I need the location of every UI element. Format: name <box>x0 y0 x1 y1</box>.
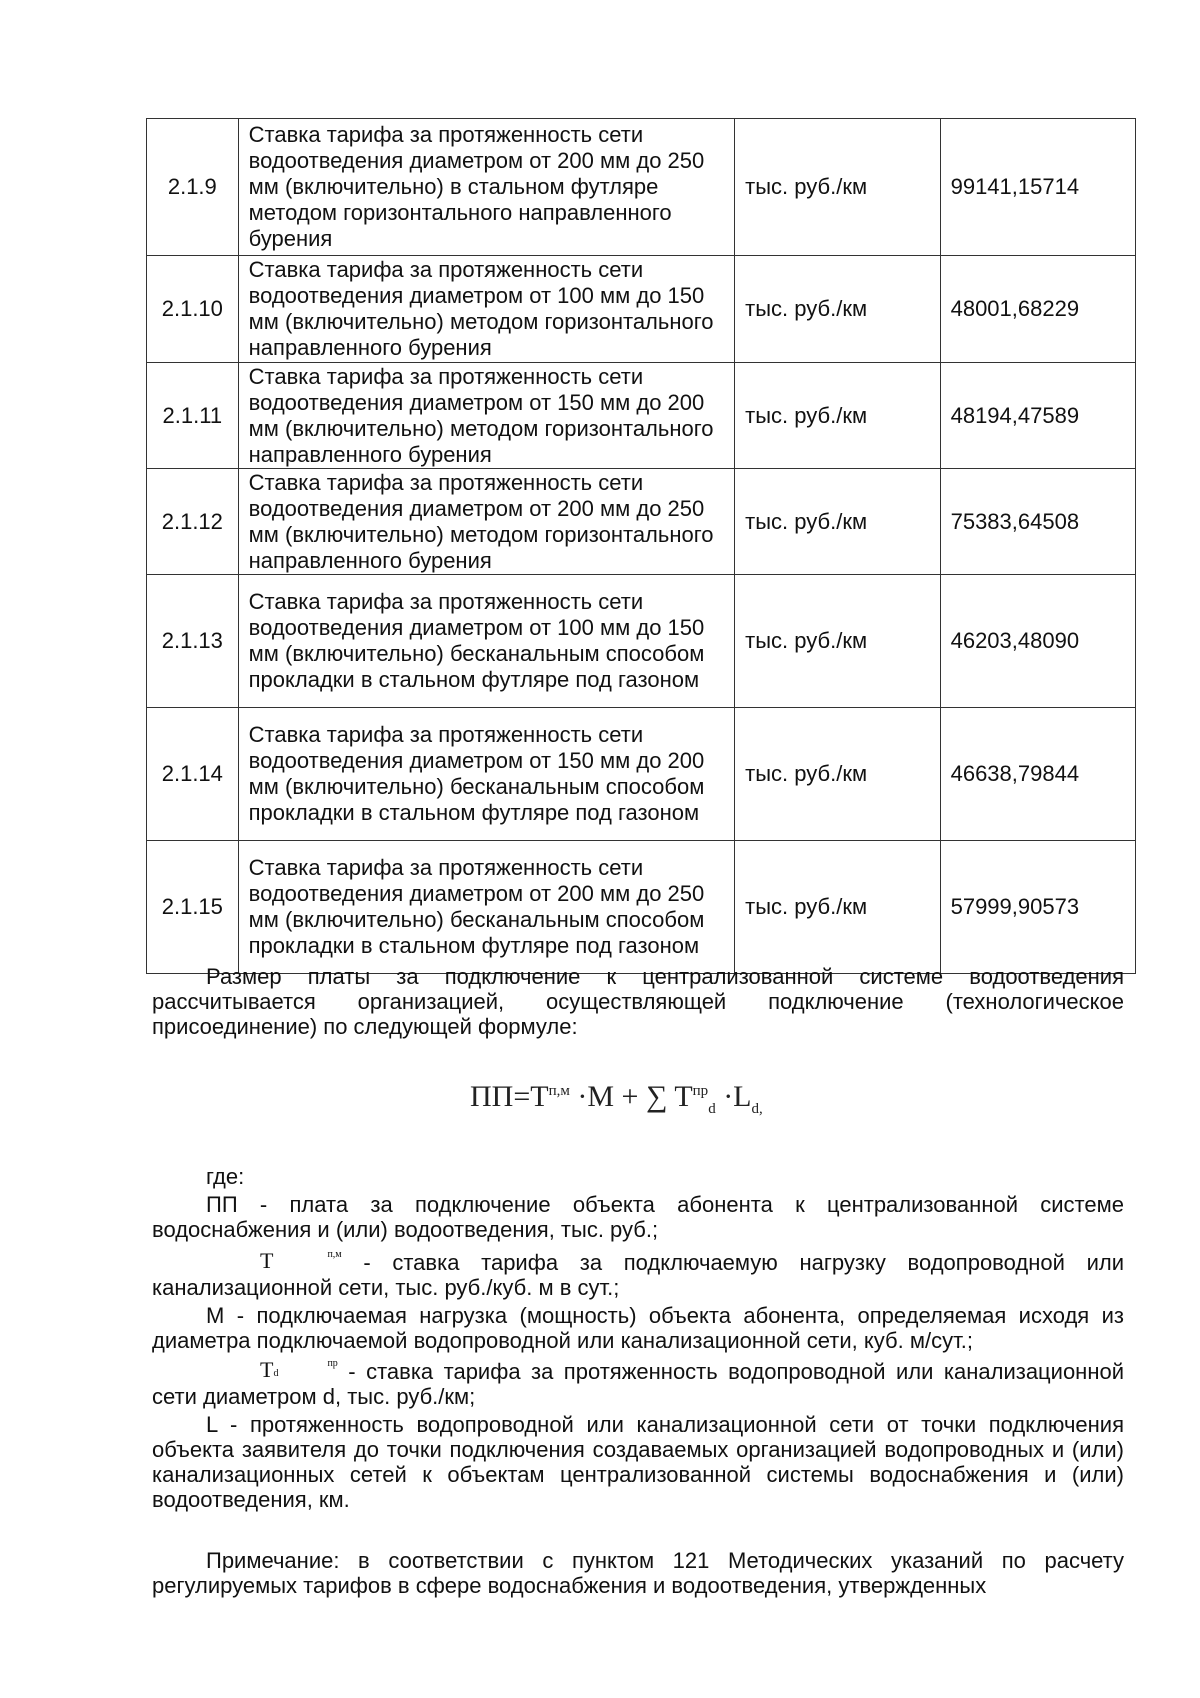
table-row <box>147 256 1136 363</box>
row-number: 2.1.15 <box>147 841 239 974</box>
note-paragraph: Примечание: в соответствии с пунктом 121 Методических указаний по расчету регулируемых тарифов в сфере водоснабжения и водоотведения, утвержденных <box>152 1548 1124 1598</box>
sum-symbol: ∑ <box>645 1080 668 1113</box>
table-row <box>147 363 1136 469</box>
row-unit: тыс. руб./км <box>735 119 940 256</box>
def-m: М - подключаемая нагрузка (мощность) объекта абонента, определяемая исходя из диаметра подключаемой водопроводной или канализационной сети, куб. м/сут.; <box>152 1303 1124 1353</box>
def-pp: ПП - плата за подключение объекта абонента к централизованной системе водоснабжения и (или) водоотведения, тыс. руб.; <box>152 1192 1124 1242</box>
formula-lhs: ПП <box>470 1080 514 1113</box>
formula-mult-l: ·L <box>723 1080 752 1113</box>
row-number: 2.1.11 <box>147 363 239 469</box>
row-value: 75383,64508 <box>940 469 1135 575</box>
def-t-text: - ставка тарифа за подключаемую нагрузку водопроводной или канализационной сети, тыс. руб./куб. м в сут.; <box>152 1250 1124 1300</box>
def-t-sup: п,м <box>327 1249 342 1260</box>
def-td <box>152 1359 1124 1409</box>
table-row <box>147 469 1136 575</box>
formula-t2: T <box>674 1080 693 1113</box>
def-td-sup: пр <box>327 1358 338 1369</box>
def-td-letter: T <box>260 1357 274 1382</box>
row-number: 2.1.13 <box>147 575 239 708</box>
formula-t2-sup: пр <box>692 1083 709 1099</box>
row-value: 46203,48090 <box>940 575 1135 708</box>
row-unit: тыс. руб./км <box>735 363 940 469</box>
formula-l-sub: d <box>751 1101 760 1117</box>
row-unit: тыс. руб./км <box>735 841 940 974</box>
def-td-indices <box>273 1359 337 1379</box>
row-value: 57999,90573 <box>940 841 1135 974</box>
row-description: Ставка тарифа за протяженность сети водоотведения диаметром от 150 мм до 200 мм (включительно) бесканальным способом прокладки в стальном футляре под газоном <box>238 708 735 841</box>
def-l: L - протяженность водопроводной или канализационной сети от точки подключения объекта заявителя до точки подключения создаваемых организацией водопроводных и (или) канализационных сетей к объектам централизованной системы водоснабжения и (или) водоотведения, км. <box>152 1412 1124 1512</box>
row-description: Ставка тарифа за протяженность сети водоотведения диаметром от 200 мм до 250 мм (включительно) бесканальным способом прокладки в стальном футляре под газоном <box>238 841 735 974</box>
def-t <box>152 1250 1124 1300</box>
tariff-table <box>146 118 1136 974</box>
row-unit: тыс. руб./км <box>735 575 940 708</box>
row-description: Ставка тарифа за протяженность сети водоотведения диаметром от 100 мм до 150 мм (включительно) бесканальным способом прокладки в стальном футляре под газоном <box>238 575 735 708</box>
row-unit: тыс. руб./км <box>735 708 940 841</box>
row-description: Ставка тарифа за протяженность сети водоотведения диаметром от 100 мм до 150 мм (включительно) методом горизонтального направленного бурения <box>238 256 735 363</box>
row-number: 2.1.14 <box>147 708 239 841</box>
def-t-letter: T <box>260 1248 274 1273</box>
tariff-table-body <box>147 119 1136 974</box>
row-unit: тыс. руб./км <box>735 256 940 363</box>
row-unit: тыс. руб./км <box>735 469 940 575</box>
table-row <box>147 708 1136 841</box>
formula-t1: T <box>530 1080 549 1113</box>
row-description: Ставка тарифа за протяженность сети водоотведения диаметром от 150 мм до 200 мм (включительно) методом горизонтального направленного бурения <box>238 363 735 469</box>
row-value: 99141,15714 <box>940 119 1135 256</box>
intro-paragraph: Размер платы за подключение к централизованной системе водоотведения рассчитывается организацией, осуществляющей подключение (технологическое присоединение) по следующей формуле: <box>152 964 1124 1039</box>
row-description: Ставка тарифа за протяженность сети водоотведения диаметром от 200 мм до 250 мм (включительно) методом горизонтального направленного бурения <box>238 469 735 575</box>
formula-comma: , <box>759 1101 763 1117</box>
row-value: 48001,68229 <box>940 256 1135 363</box>
row-number: 2.1.9 <box>147 119 239 256</box>
formula-t2-sub: d <box>708 1101 716 1117</box>
row-value: 48194,47589 <box>940 363 1135 469</box>
def-td-symbol <box>206 1359 338 1381</box>
def-td-text: - ставка тарифа за протяженность водопроводной или канализационной сети диаметром d, тыс. руб./км; <box>152 1359 1124 1409</box>
def-t-symbol <box>206 1250 342 1272</box>
row-description: Ставка тарифа за протяженность сети водоотведения диаметром от 200 мм до 250 мм (включительно) в стальном футляре методом горизонтального направленного бурения <box>238 119 735 256</box>
row-number: 2.1.10 <box>147 256 239 363</box>
row-value: 46638,79844 <box>940 708 1135 841</box>
definitions <box>152 1164 1124 1598</box>
formula-t1-sup: п,м <box>548 1083 570 1099</box>
table-row <box>147 841 1136 974</box>
def-td-sub: d <box>273 1368 279 1379</box>
fee-formula <box>470 1080 763 1140</box>
formula-mult-m: ·M + <box>577 1080 639 1113</box>
row-number: 2.1.12 <box>147 469 239 575</box>
table-row <box>147 575 1136 708</box>
table-row <box>147 119 1136 256</box>
formula-equals: = <box>513 1080 531 1113</box>
where-label: где: <box>206 1164 245 1189</box>
